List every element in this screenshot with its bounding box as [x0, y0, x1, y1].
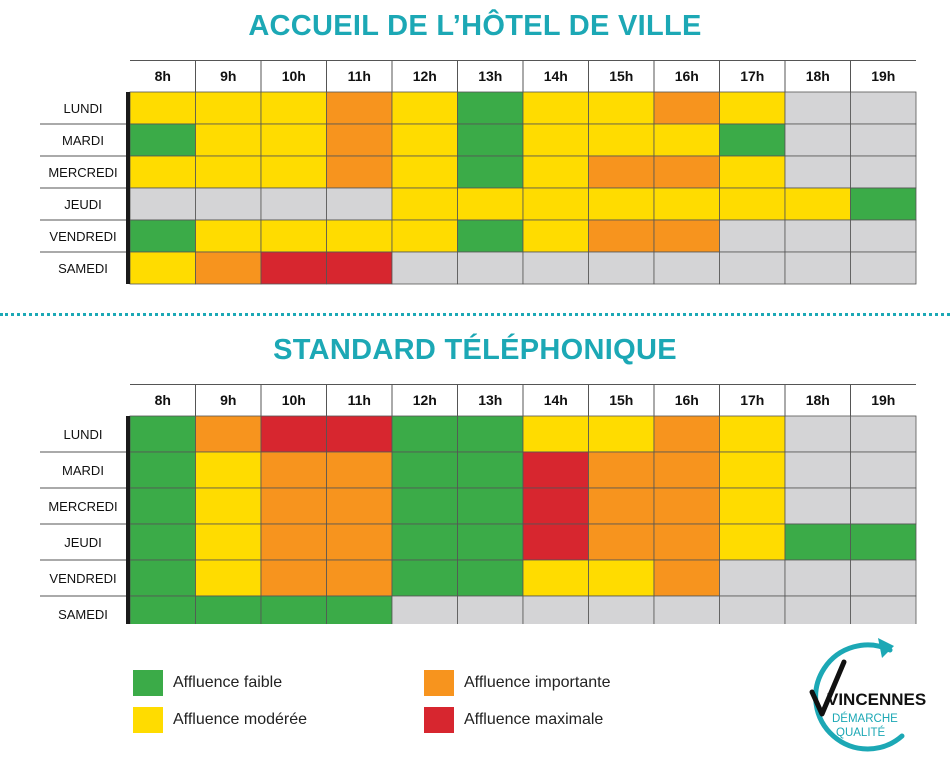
- hour-label: 17h: [740, 392, 765, 408]
- heatmap-cell: [654, 92, 720, 124]
- heatmap-cell: [130, 156, 196, 188]
- heatmap-cell: [261, 220, 327, 252]
- left-axis-bar: [126, 416, 130, 624]
- heatmap-cell: [785, 188, 851, 220]
- vincennes-logo: [790, 636, 930, 761]
- heatmap-cell: [589, 596, 655, 624]
- hour-label: 11h: [347, 392, 371, 408]
- heatmap-cell: [654, 188, 720, 220]
- heatmap-cell: [785, 488, 851, 524]
- hour-label: 15h: [609, 68, 634, 84]
- heatmap-cell: [130, 220, 196, 252]
- logo-arrow-icon: [878, 638, 894, 658]
- heatmap-cell: [720, 92, 786, 124]
- heatmap-cell: [392, 156, 458, 188]
- heatmap-cell: [589, 220, 655, 252]
- heatmap-cell: [523, 124, 589, 156]
- heatmap-cell: [720, 156, 786, 188]
- heatmap-cell: [130, 124, 196, 156]
- heatmap-cell: [261, 92, 327, 124]
- heatmap-cell: [589, 452, 655, 488]
- heatmap-cell: [589, 92, 655, 124]
- heatmap-cell: [785, 416, 851, 452]
- heatmap-cell: [654, 220, 720, 252]
- heatmap-cell: [327, 124, 393, 156]
- day-label: LUNDI: [63, 427, 103, 442]
- heatmap-cell: [196, 560, 262, 596]
- heatmap-cell: [458, 560, 524, 596]
- heatmap-cell: [458, 124, 524, 156]
- heatmap-cell: [392, 220, 458, 252]
- heatmap-cell: [785, 560, 851, 596]
- heatmap-cell: [196, 92, 262, 124]
- heatmap-cell: [589, 488, 655, 524]
- heatmap-cell: [458, 156, 524, 188]
- heatmap-cell: [327, 220, 393, 252]
- hour-label: 12h: [412, 68, 437, 84]
- left-axis-bar: [126, 92, 130, 284]
- day-label: LUNDI: [63, 101, 103, 116]
- heatmap-cell: [785, 92, 851, 124]
- heatmap-cell: [392, 252, 458, 284]
- heatmap-cell: [589, 124, 655, 156]
- hour-label: 16h: [674, 68, 699, 84]
- heatmap-cell: [130, 488, 196, 524]
- legend-label-faible: Affluence faible: [173, 674, 283, 691]
- hour-label: 9h: [220, 68, 237, 84]
- heatmap-cell: [720, 488, 786, 524]
- legend-item-faible: [133, 670, 282, 696]
- heatmap-cell: [851, 188, 917, 220]
- heatmap-cell: [196, 220, 262, 252]
- heatmap-cell: [196, 188, 262, 220]
- heatmap-cell: [851, 596, 917, 624]
- heatmap-cell: [589, 188, 655, 220]
- heatmap-cell: [261, 524, 327, 560]
- heatmap-cell: [851, 92, 917, 124]
- heatmap-cell: [392, 124, 458, 156]
- heatmap-cell: [130, 416, 196, 452]
- heatmap-cell: [392, 560, 458, 596]
- heatmap-cell: [654, 560, 720, 596]
- heatmap-cell: [392, 596, 458, 624]
- heatmap-cell: [851, 156, 917, 188]
- heatmap-cell: [720, 596, 786, 624]
- legend-label-moderee: Affluence modérée: [173, 711, 308, 728]
- day-label: MERCREDI: [48, 499, 118, 514]
- heatmap-cell: [130, 452, 196, 488]
- hour-label: 14h: [543, 392, 568, 408]
- heatmap-cell: [720, 560, 786, 596]
- heatmap-cell: [523, 252, 589, 284]
- hour-label: 10h: [281, 392, 306, 408]
- heatmap-cell: [851, 220, 917, 252]
- heatmap-cell: [196, 524, 262, 560]
- legend-label-importante: Affluence importante: [464, 674, 611, 691]
- day-label: JEUDI: [64, 535, 102, 550]
- logo-line1: DÉMARCHE: [832, 713, 898, 725]
- heatmap-cell: [523, 220, 589, 252]
- heatmap-cell: [392, 416, 458, 452]
- heatmap-cell: [851, 416, 917, 452]
- heatmap-cell: [523, 92, 589, 124]
- heatmap-cell: [523, 596, 589, 624]
- heatmap-cell: [458, 488, 524, 524]
- heatmap-cell: [327, 452, 393, 488]
- heatmap-cell: [720, 220, 786, 252]
- heatmap-cell: [654, 252, 720, 284]
- day-label: JEUDI: [64, 197, 102, 212]
- day-label: SAMEDI: [58, 607, 108, 622]
- heatmap-cell: [392, 92, 458, 124]
- heatmap-cell: [196, 452, 262, 488]
- heatmap-cell: [523, 524, 589, 560]
- heatmap-cell: [785, 452, 851, 488]
- heatmap-cell: [196, 488, 262, 524]
- heatmap-cell: [720, 524, 786, 560]
- heatmap-cell: [392, 188, 458, 220]
- heatmap-cell: [589, 252, 655, 284]
- hour-label: 8h: [154, 68, 171, 84]
- heatmap-cell: [458, 524, 524, 560]
- heatmap-cell: [458, 416, 524, 452]
- heatmap-cell: [589, 156, 655, 188]
- hour-label: 11h: [347, 68, 371, 84]
- heatmap-cell: [327, 416, 393, 452]
- hour-label: 9h: [220, 392, 237, 408]
- legend-label-maximale: Affluence maximale: [464, 711, 604, 728]
- heatmap-cell: [130, 188, 196, 220]
- heatmap-cell: [851, 124, 917, 156]
- heatmap-cell: [130, 92, 196, 124]
- heatmap-cell: [785, 596, 851, 624]
- heatmap-cell: [785, 124, 851, 156]
- day-label: MARDI: [62, 463, 104, 478]
- heatmap-cell: [392, 452, 458, 488]
- heatmap-cell: [523, 416, 589, 452]
- heatmap-cell: [196, 156, 262, 188]
- hour-label: 18h: [805, 392, 830, 408]
- chart-title-accueil: ACCUEIL DE L’HÔTEL DE VILLE: [248, 10, 702, 42]
- heatmap-cell: [851, 452, 917, 488]
- heatmap-cell: [458, 452, 524, 488]
- heatmap-cell: [196, 124, 262, 156]
- heatmap-cell: [785, 220, 851, 252]
- heatmap-cell: [458, 252, 524, 284]
- legend-swatch-moderee: [133, 707, 163, 733]
- legend: [0, 665, 700, 735]
- hour-label: 13h: [478, 392, 503, 408]
- heatmap-cell: [261, 596, 327, 624]
- heatmap-cell: [327, 488, 393, 524]
- heatmap-cell: [851, 560, 917, 596]
- heatmap-cell: [851, 252, 917, 284]
- dotted-divider: [0, 313, 950, 316]
- heatmap-cell: [261, 560, 327, 596]
- heatmap-cell: [392, 488, 458, 524]
- heatmap-cell: [261, 488, 327, 524]
- heatmap-cell: [785, 524, 851, 560]
- logo-line2: QUALITÉ: [836, 727, 886, 739]
- hour-label: 8h: [154, 392, 171, 408]
- hour-label: 16h: [674, 392, 699, 408]
- heatmap-cell: [654, 416, 720, 452]
- heatmap-cell: [392, 524, 458, 560]
- logo-brand: VINCENNES: [827, 690, 927, 709]
- heatmap-cell: [327, 156, 393, 188]
- hour-label: 17h: [740, 68, 765, 84]
- heatmap-cell: [261, 452, 327, 488]
- heatmap-cell: [523, 156, 589, 188]
- heatmap-cell: [130, 596, 196, 624]
- heatmap-cell: [523, 452, 589, 488]
- heatmap-cell: [654, 488, 720, 524]
- day-label: VENDREDI: [49, 229, 117, 244]
- heatmap-cell: [261, 188, 327, 220]
- heatmap-cell: [261, 416, 327, 452]
- heatmap-cell: [589, 524, 655, 560]
- heatmap-cell: [458, 596, 524, 624]
- legend-swatch-importante: [424, 670, 454, 696]
- heatmap-cell: [720, 252, 786, 284]
- heatmap-cell: [654, 124, 720, 156]
- heatmap-cell: [851, 488, 917, 524]
- heatmap-cell: [327, 560, 393, 596]
- day-label: SAMEDI: [58, 261, 108, 276]
- heatmap-cell: [130, 524, 196, 560]
- legend-item-moderee: [133, 707, 307, 733]
- legend-item-maximale: [424, 707, 603, 733]
- hour-label: 10h: [281, 68, 306, 84]
- heatmap-cell: [327, 524, 393, 560]
- hour-label: 12h: [412, 392, 437, 408]
- heatmap-cell: [523, 188, 589, 220]
- chart-title-standard: STANDARD TÉLÉPHONIQUE: [273, 334, 677, 366]
- heatmap-cell: [327, 188, 393, 220]
- heatmap-cell: [261, 252, 327, 284]
- day-label: MERCREDI: [48, 165, 118, 180]
- heatmap-cell: [196, 416, 262, 452]
- heatmap-cell: [130, 560, 196, 596]
- hour-label: 18h: [805, 68, 830, 84]
- heatmap-cell: [327, 596, 393, 624]
- heatmap-cell: [261, 124, 327, 156]
- heatmap-cell: [589, 560, 655, 596]
- heatmap-cell: [654, 156, 720, 188]
- heatmap-cell: [720, 188, 786, 220]
- legend-swatch-maximale: [424, 707, 454, 733]
- heatmap-accueil: [0, 60, 950, 300]
- heatmap-cell: [458, 92, 524, 124]
- legend-item-importante: [424, 670, 610, 696]
- hour-label: 19h: [871, 392, 896, 408]
- heatmap-cell: [589, 416, 655, 452]
- heatmap-cell: [720, 452, 786, 488]
- heatmap-cell: [458, 188, 524, 220]
- heatmap-cell: [720, 124, 786, 156]
- day-label: MARDI: [62, 133, 104, 148]
- heatmap-cell: [458, 220, 524, 252]
- heatmap-cell: [130, 252, 196, 284]
- heatmap-cell: [196, 596, 262, 624]
- heatmap-cell: [196, 252, 262, 284]
- heatmap-cell: [785, 156, 851, 188]
- heatmap-cell: [654, 452, 720, 488]
- heatmap-cell: [327, 92, 393, 124]
- heatmap-cell: [261, 156, 327, 188]
- heatmap-standard: [0, 384, 950, 624]
- heatmap-cell: [327, 252, 393, 284]
- hour-label: 14h: [543, 68, 568, 84]
- heatmap-cell: [523, 488, 589, 524]
- hour-label: 15h: [609, 392, 634, 408]
- heatmap-cell: [523, 560, 589, 596]
- heatmap-cell: [851, 524, 917, 560]
- hour-label: 19h: [871, 68, 896, 84]
- legend-swatch-faible: [133, 670, 163, 696]
- hour-label: 13h: [478, 68, 503, 84]
- day-label: VENDREDI: [49, 571, 117, 586]
- heatmap-cell: [720, 416, 786, 452]
- heatmap-cell: [785, 252, 851, 284]
- heatmap-cell: [654, 524, 720, 560]
- heatmap-cell: [654, 596, 720, 624]
